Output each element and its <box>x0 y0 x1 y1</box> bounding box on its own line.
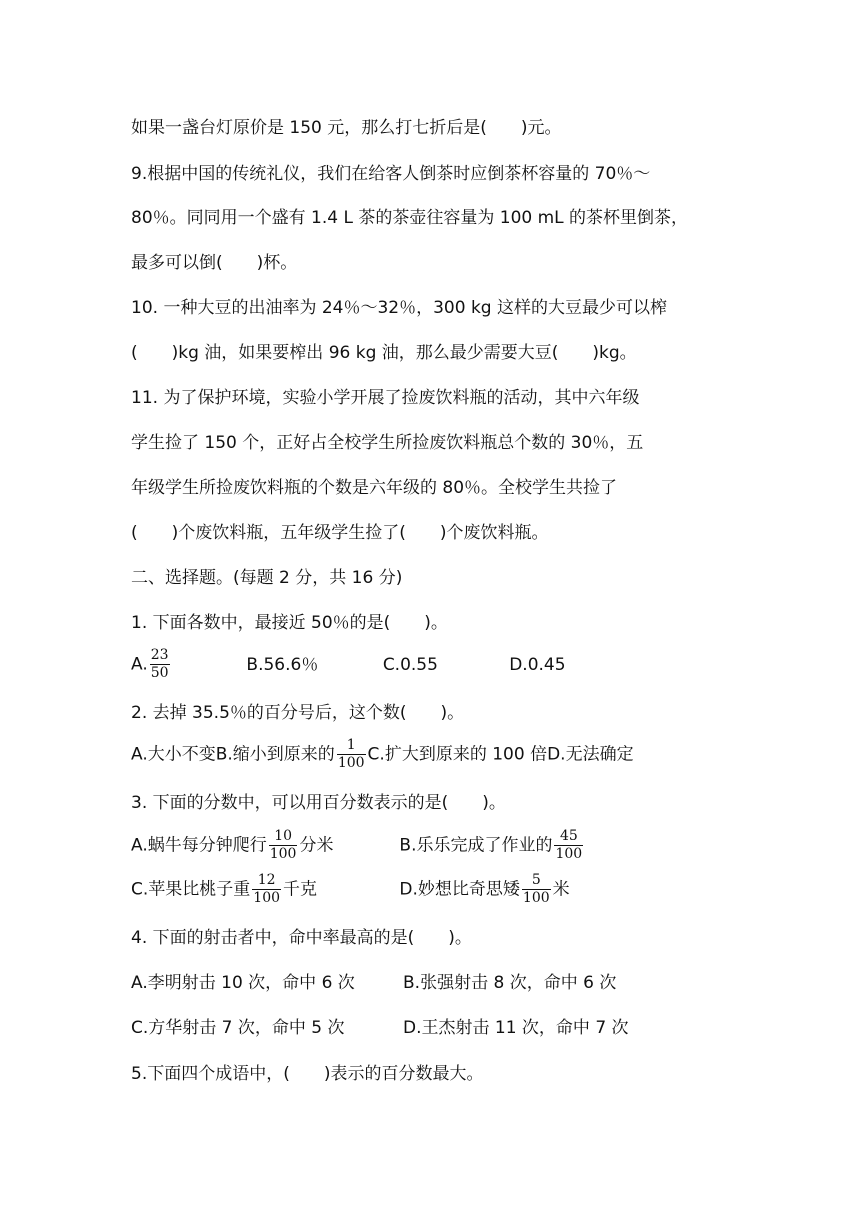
fraction-numerator: 5 <box>522 872 551 890</box>
choice-1-option-a <box>131 647 241 682</box>
choice-4-stem: 4. 下面的射击者中，命中率最高的是( )。 <box>131 928 472 948</box>
fraction-denominator: 100 <box>337 755 365 771</box>
fraction-denominator: 100 <box>555 846 583 862</box>
section-2-heading: 二、选择题。(每题 2 分，共 16 分) <box>131 568 403 588</box>
choice-3-option-c <box>131 872 394 907</box>
choice-3-option-a <box>131 828 394 863</box>
q11-line-3: 年级学生所捡废饮料瓶的个数是六年级的 80％。全校学生共捡了 <box>131 478 618 498</box>
fraction-numerator: 12 <box>252 872 281 890</box>
choice-4-options-row-1 <box>131 971 616 995</box>
choice-3-stem: 3. 下面的分数中，可以用百分数表示的是( )。 <box>131 793 506 813</box>
choice-1-option-b: B.56.6％ <box>246 654 319 675</box>
choice-2-stem: 2. 去掉 35.5％的百分号后，这个数( )。 <box>131 703 465 723</box>
option-text: A.蜗牛每分钟爬行 <box>131 835 267 856</box>
fraction-denominator: 100 <box>253 890 281 906</box>
choice-3-option-b <box>399 828 585 863</box>
choice-5-stem: 5.下面四个成语中，( )表示的百分数最大。 <box>131 1064 484 1084</box>
choice-1-option-c: C.0.55 <box>382 654 438 675</box>
option-unit: 分米 <box>299 835 334 856</box>
choice-4-option-c: C.方华射击 7 次，命中 5 次 <box>131 1018 345 1038</box>
option-a-label: A. <box>131 654 148 675</box>
choice-1-stem: 1. 下面各数中，最接近 50％的是( )。 <box>131 613 448 633</box>
choice-2-option-d: D.无法确定 <box>547 744 634 765</box>
choice-3-option-d <box>399 872 569 907</box>
choice-1-option-d: D.0.45 <box>509 654 566 675</box>
choice-4-option-d: D.王杰射击 11 次，命中 7 次 <box>403 1018 629 1038</box>
fraction <box>522 872 551 907</box>
option-unit: 米 <box>552 879 570 900</box>
option-text: B.乐乐完成了作业的 <box>399 835 553 856</box>
choice-4-options-row-2 <box>131 1016 629 1040</box>
choice-3-options-row-2 <box>131 872 570 907</box>
fraction <box>150 647 170 682</box>
choice-2-option-a: A.大小不变 <box>131 744 216 765</box>
choice-2-option-c: C.扩大到原来的 100 倍 <box>367 744 548 765</box>
q9-line-2: 80％。同同用一个盛有 1.4 L 茶的茶壶往容量为 100 mL 的茶杯里倒茶， <box>131 208 689 228</box>
fraction-numerator: 10 <box>269 828 298 846</box>
fraction-denominator: 100 <box>522 890 550 906</box>
q11-line-4: ( )个废饮料瓶，五年级学生捡了( )个废饮料瓶。 <box>131 523 549 543</box>
fraction <box>554 828 583 863</box>
fraction <box>269 828 298 863</box>
fraction <box>252 872 281 907</box>
q9-line-1: 9.根据中国的传统礼仪，我们在给客人倒茶时应倒茶杯容量的 70％～ <box>131 164 651 184</box>
q8-continuation: 如果一盏台灯原价是 150 元，那么打七折后是( )元。 <box>131 118 562 138</box>
fraction <box>337 737 366 772</box>
q11-line-1: 11. 为了保护环境，实验小学开展了捡废饮料瓶的活动，其中六年级 <box>131 388 640 408</box>
option-text: D.妙想比奇思矮 <box>399 879 520 900</box>
choice-3-options-row-1 <box>131 828 585 863</box>
q10-line-1: 10. 一种大豆的出油率为 24％～32％，300 kg 这样的大豆最少可以榨 <box>131 298 667 318</box>
fraction-denominator: 100 <box>269 846 297 862</box>
fraction-numerator: 1 <box>337 737 366 755</box>
fraction-numerator: 23 <box>150 647 169 663</box>
option-text: C.苹果比桃子重 <box>131 879 251 900</box>
choice-2-option-b: B.缩小到原来的 <box>215 744 335 765</box>
choice-2-options <box>131 737 634 772</box>
choice-1-options <box>131 647 566 682</box>
fraction-numerator: 45 <box>554 828 583 846</box>
fraction-denominator: 50 <box>150 665 169 681</box>
q11-line-2: 学生捡了 150 个，正好占全校学生所捡废饮料瓶总个数的 30％，五 <box>131 433 644 453</box>
q10-line-2: ( )kg 油，如果要榨出 96 kg 油，那么最少需要大豆( )kg。 <box>131 343 637 363</box>
option-unit: 千克 <box>283 879 318 900</box>
choice-4-option-b: B.张强射击 8 次，命中 6 次 <box>403 973 617 993</box>
choice-4-option-a: A.李明射击 10 次，命中 6 次 <box>131 973 355 993</box>
q9-line-3: 最多可以倒( )杯。 <box>131 253 298 273</box>
